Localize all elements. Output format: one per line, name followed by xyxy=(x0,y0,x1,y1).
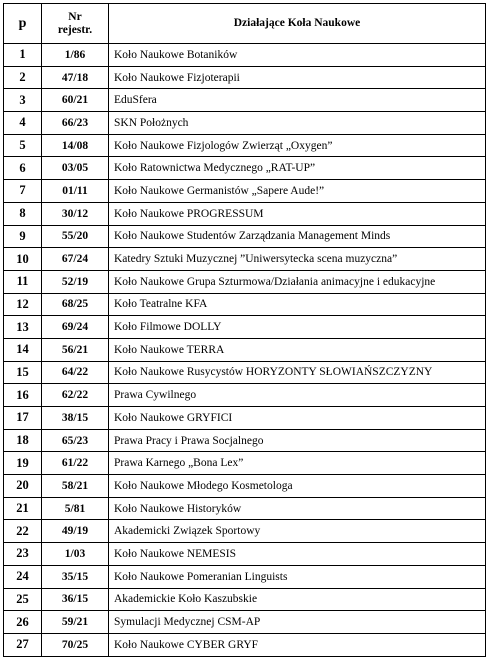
row-nr: 66/23 xyxy=(42,112,109,135)
row-lp: 21 xyxy=(4,497,42,520)
row-name: Koło Naukowe Grupa Szturmowa/Działania animacyjne i edukacyjne xyxy=(109,270,486,293)
row-name: Koło Naukowe Germanistów „Sapere Aude!” xyxy=(109,180,486,203)
row-lp: 2 xyxy=(4,66,42,89)
row-name: Koło Naukowe Rusycystów HORYZONTY SŁOWIAŃSZCZYZNY xyxy=(109,361,486,384)
header-nr-line2: rejestr. xyxy=(57,23,93,36)
row-nr: 59/21 xyxy=(42,611,109,634)
row-name: Koło Naukowe NEMESIS xyxy=(109,543,486,566)
header-name: Działające Koła Naukowe xyxy=(109,4,486,44)
table-row xyxy=(4,338,486,361)
table-row xyxy=(4,44,486,67)
row-nr: 1/86 xyxy=(42,44,109,67)
table-row xyxy=(4,633,486,656)
row-lp: 24 xyxy=(4,565,42,588)
table-row xyxy=(4,270,486,293)
row-nr: 64/22 xyxy=(42,361,109,384)
header-lp: p xyxy=(4,4,42,44)
table-row xyxy=(4,248,486,271)
row-nr: 36/15 xyxy=(42,588,109,611)
row-lp: 10 xyxy=(4,248,42,271)
row-lp: 18 xyxy=(4,429,42,452)
row-name: Koło Naukowe TERRA xyxy=(109,338,486,361)
row-nr: 67/24 xyxy=(42,248,109,271)
table-row xyxy=(4,66,486,89)
row-lp: 16 xyxy=(4,384,42,407)
row-name: Koło Naukowe Studentów Zarządzania Management Minds xyxy=(109,225,486,248)
row-nr: 61/22 xyxy=(42,452,109,475)
table-row xyxy=(4,225,486,248)
row-name: Koło Naukowe PROGRESSUM xyxy=(109,202,486,225)
table-row xyxy=(4,407,486,430)
row-nr: 38/15 xyxy=(42,407,109,430)
row-nr: 56/21 xyxy=(42,338,109,361)
row-name: Koło Filmowe DOLLY xyxy=(109,316,486,339)
table-row xyxy=(4,157,486,180)
row-nr: 70/25 xyxy=(42,633,109,656)
row-lp: 1 xyxy=(4,44,42,67)
table-row xyxy=(4,565,486,588)
table-row xyxy=(4,134,486,157)
row-nr: 35/15 xyxy=(42,565,109,588)
row-nr: 1/03 xyxy=(42,543,109,566)
row-name: Prawa Pracy i Prawa Socjalnego xyxy=(109,429,486,452)
table-row xyxy=(4,429,486,452)
row-lp: 27 xyxy=(4,633,42,656)
row-lp: 19 xyxy=(4,452,42,475)
row-lp: 3 xyxy=(4,89,42,112)
table-row xyxy=(4,180,486,203)
row-nr: 49/19 xyxy=(42,520,109,543)
row-lp: 9 xyxy=(4,225,42,248)
row-lp: 22 xyxy=(4,520,42,543)
row-name: Koło Ratownictwa Medycznego „RAT-UP” xyxy=(109,157,486,180)
row-lp: 25 xyxy=(4,588,42,611)
row-nr: 60/21 xyxy=(42,89,109,112)
row-lp: 26 xyxy=(4,611,42,634)
row-lp: 4 xyxy=(4,112,42,135)
row-nr: 03/05 xyxy=(42,157,109,180)
row-nr: 68/25 xyxy=(42,293,109,316)
table-row xyxy=(4,588,486,611)
table-row xyxy=(4,316,486,339)
table-row xyxy=(4,112,486,135)
row-lp: 11 xyxy=(4,270,42,293)
row-lp: 5 xyxy=(4,134,42,157)
row-name: Symulacji Medycznej CSM-AP xyxy=(109,611,486,634)
row-nr: 62/22 xyxy=(42,384,109,407)
row-lp: 23 xyxy=(4,543,42,566)
table-row xyxy=(4,89,486,112)
row-name: Koło Teatralne KFA xyxy=(109,293,486,316)
row-nr: 58/21 xyxy=(42,475,109,498)
row-name: Koło Naukowe GRYFICI xyxy=(109,407,486,430)
row-name: SKN Położnych xyxy=(109,112,486,135)
row-nr: 01/11 xyxy=(42,180,109,203)
row-lp: 6 xyxy=(4,157,42,180)
table-row xyxy=(4,520,486,543)
row-nr: 55/20 xyxy=(42,225,109,248)
row-name: Akademicki Związek Sportowy xyxy=(109,520,486,543)
table-row xyxy=(4,384,486,407)
row-nr: 5/81 xyxy=(42,497,109,520)
header-nr xyxy=(42,4,109,44)
row-name: Koło Naukowe Historyków xyxy=(109,497,486,520)
science-clubs-table xyxy=(3,3,486,657)
row-nr: 52/19 xyxy=(42,270,109,293)
row-name: Koło Naukowe Botaników xyxy=(109,44,486,67)
row-lp: 14 xyxy=(4,338,42,361)
header-row xyxy=(4,4,486,44)
table-row xyxy=(4,361,486,384)
row-lp: 17 xyxy=(4,407,42,430)
row-nr: 65/23 xyxy=(42,429,109,452)
row-lp: 7 xyxy=(4,180,42,203)
row-name: Akademickie Koło Kaszubskie xyxy=(109,588,486,611)
row-lp: 15 xyxy=(4,361,42,384)
row-name: Katedry Sztuki Muzycznej ”Uniwersytecka scena muzyczna” xyxy=(109,248,486,271)
table-row xyxy=(4,202,486,225)
row-name: Prawa Cywilnego xyxy=(109,384,486,407)
row-name: Koło Naukowe CYBER GRYF xyxy=(109,633,486,656)
row-name: Prawa Karnego „Bona Lex” xyxy=(109,452,486,475)
table-row xyxy=(4,293,486,316)
table-row xyxy=(4,452,486,475)
row-name: EduSfera xyxy=(109,89,486,112)
row-lp: 20 xyxy=(4,475,42,498)
table-row xyxy=(4,611,486,634)
row-nr: 14/08 xyxy=(42,134,109,157)
row-name: Koło Naukowe Fizjoterapii xyxy=(109,66,486,89)
row-nr: 30/12 xyxy=(42,202,109,225)
row-nr: 69/24 xyxy=(42,316,109,339)
row-name: Koło Naukowe Młodego Kosmetologa xyxy=(109,475,486,498)
row-name: Koło Naukowe Fizjologów Zwierząt „Oxygen” xyxy=(109,134,486,157)
row-nr: 47/18 xyxy=(42,66,109,89)
row-name: Koło Naukowe Pomeranian Linguists xyxy=(109,565,486,588)
table-row xyxy=(4,497,486,520)
table-row xyxy=(4,543,486,566)
header-nr-line1: Nr xyxy=(68,10,82,23)
table-row xyxy=(4,475,486,498)
row-lp: 8 xyxy=(4,202,42,225)
row-lp: 12 xyxy=(4,293,42,316)
row-lp: 13 xyxy=(4,316,42,339)
